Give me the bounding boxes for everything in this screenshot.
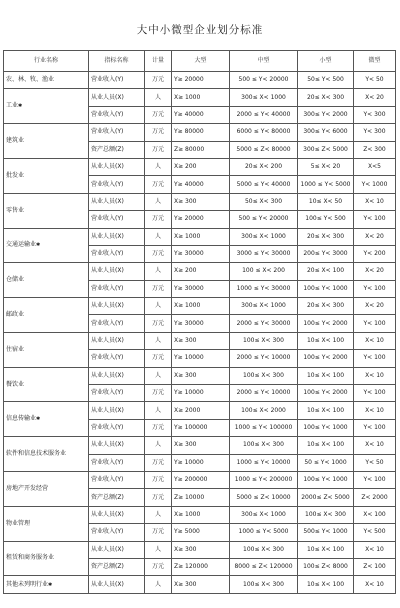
small-threshold-cell: 10≤ X< 100 xyxy=(298,541,354,558)
medium-threshold-cell: 100≤ X< 300 xyxy=(230,437,298,454)
unit-cell: 万元 xyxy=(145,385,172,402)
metric-cell: 从业人员(X) xyxy=(89,228,145,245)
medium-threshold-cell: 5000 ≤ Z< 80000 xyxy=(230,141,298,158)
header-small: 小型 xyxy=(298,51,354,72)
medium-threshold-cell: 100≤ X< 2000 xyxy=(230,402,298,419)
small-threshold-cell: 100≤ Y< 1000 xyxy=(298,419,354,436)
industry-name-cell xyxy=(4,158,89,193)
large-threshold-cell: X≥ 200 xyxy=(172,158,230,175)
metric-cell: 从业人员(X) xyxy=(89,541,145,558)
small-threshold-cell: 300≤ Y< 2000 xyxy=(298,106,354,123)
micro-threshold-cell: Y< 100 xyxy=(354,350,396,367)
small-threshold-cell: 10≤ X< 100 xyxy=(298,367,354,384)
large-threshold-cell: X≥ 1000 xyxy=(172,298,230,315)
table-row xyxy=(4,437,396,454)
table-row xyxy=(4,89,396,106)
industry-name-cell xyxy=(4,228,89,263)
unit-cell: 人 xyxy=(145,298,172,315)
table-row xyxy=(4,367,396,384)
footnote-star-icon: ✱ xyxy=(18,103,23,110)
table-row xyxy=(4,402,396,419)
metric-cell: 从业人员(X) xyxy=(89,367,145,384)
industry-name-cell xyxy=(4,576,89,593)
small-threshold-cell: 2000≤ Z< 5000 xyxy=(298,489,354,506)
large-threshold-cell: Y≥ 80000 xyxy=(172,124,230,141)
footnote-star-icon: ✱ xyxy=(36,416,41,423)
header-unit: 计量 xyxy=(145,51,172,72)
unit-cell: 万元 xyxy=(145,211,172,228)
medium-threshold-cell: 1000 ≤ Y< 30000 xyxy=(230,280,298,297)
unit-cell: 万元 xyxy=(145,454,172,471)
metric-cell: 从业人员(X) xyxy=(89,298,145,315)
medium-threshold-cell: 100≤ X< 300 xyxy=(230,367,298,384)
industry-name: 批发业 xyxy=(6,171,25,179)
micro-threshold-cell: X< 10 xyxy=(354,541,396,558)
industry-name-cell xyxy=(4,506,89,541)
industry-name-cell xyxy=(4,298,89,333)
small-threshold-cell: 20≤ X< 300 xyxy=(298,298,354,315)
unit-cell: 人 xyxy=(145,506,172,523)
industry-name-cell xyxy=(4,124,89,159)
industry-name: 零售业 xyxy=(6,206,25,214)
metric-cell: 从业人员(X) xyxy=(89,89,145,106)
medium-threshold-cell: 6000 ≤ Y< 80000 xyxy=(230,124,298,141)
unit-cell: 人 xyxy=(145,332,172,349)
unit-cell: 万元 xyxy=(145,558,172,575)
large-threshold-cell: X≥ 1000 xyxy=(172,506,230,523)
small-threshold-cell: 500≤ Y< 1000 xyxy=(298,524,354,541)
micro-threshold-cell: X< 10 xyxy=(354,576,396,593)
table-row xyxy=(4,72,396,89)
medium-threshold-cell: 1000 ≤ Y< 100000 xyxy=(230,419,298,436)
metric-cell: 营业收入(Y) xyxy=(89,524,145,541)
metric-cell: 营业收入(Y) xyxy=(89,211,145,228)
medium-threshold-cell: 8000 ≤ Z< 120000 xyxy=(230,558,298,575)
metric-cell: 从业人员(X) xyxy=(89,402,145,419)
metric-cell: 资产总额(Z) xyxy=(89,141,145,158)
industry-name-cell xyxy=(4,332,89,367)
industry-name: 邮政业 xyxy=(6,310,25,318)
table-row xyxy=(4,541,396,558)
large-threshold-cell: Y≥ 40000 xyxy=(172,176,230,193)
industry-name: 信息传输业 xyxy=(6,415,37,423)
small-threshold-cell: 100≤ Y< 2000 xyxy=(298,350,354,367)
micro-threshold-cell: X< 100 xyxy=(354,506,396,523)
small-threshold-cell: 20≤ X< 300 xyxy=(298,228,354,245)
header-metric: 指标名称 xyxy=(89,51,145,72)
table-header-row xyxy=(4,51,396,72)
medium-threshold-cell: 1000 ≤ Y< 10000 xyxy=(230,454,298,471)
large-threshold-cell: X≥ 1000 xyxy=(172,89,230,106)
unit-cell: 人 xyxy=(145,158,172,175)
header-industry: 行业名称 xyxy=(4,51,89,72)
unit-cell: 万元 xyxy=(145,419,172,436)
industry-name-cell xyxy=(4,471,89,506)
micro-threshold-cell: Y< 100 xyxy=(354,385,396,402)
unit-cell: 万元 xyxy=(145,72,172,89)
small-threshold-cell: 10≤ X< 100 xyxy=(298,437,354,454)
table-row xyxy=(4,263,396,280)
small-threshold-cell: 5≤ X< 20 xyxy=(298,158,354,175)
medium-threshold-cell: 20≤ X< 200 xyxy=(230,158,298,175)
medium-threshold-cell: 3000 ≤ Y< 30000 xyxy=(230,245,298,262)
large-threshold-cell: X≥ 300 xyxy=(172,332,230,349)
industry-name-cell xyxy=(4,193,89,228)
medium-threshold-cell: 100≤ X< 300 xyxy=(230,332,298,349)
industry-name: 房地产开发经营 xyxy=(6,484,49,492)
unit-cell: 人 xyxy=(145,367,172,384)
table-row xyxy=(4,471,396,488)
medium-threshold-cell: 500 ≤ Y< 20000 xyxy=(230,72,298,89)
industry-name: 餐饮业 xyxy=(6,380,25,388)
micro-threshold-cell: Y< 500 xyxy=(354,524,396,541)
metric-cell: 从业人员(X) xyxy=(89,437,145,454)
metric-cell: 从业人员(X) xyxy=(89,506,145,523)
small-threshold-cell: 20≤ X< 300 xyxy=(298,89,354,106)
medium-threshold-cell: 2000 ≤ Y< 10000 xyxy=(230,350,298,367)
micro-threshold-cell: Z< 300 xyxy=(354,141,396,158)
metric-cell: 营业收入(Y) xyxy=(89,315,145,332)
table-row xyxy=(4,332,396,349)
unit-cell: 万元 xyxy=(145,124,172,141)
metric-cell: 营业收入(Y) xyxy=(89,245,145,262)
industry-name: 仓储业 xyxy=(6,276,25,284)
industry-name: 租赁和商务服务业 xyxy=(6,554,55,562)
large-threshold-cell: X≥ 300 xyxy=(172,541,230,558)
unit-cell: 人 xyxy=(145,193,172,210)
table-row xyxy=(4,576,396,593)
micro-threshold-cell: Y< 200 xyxy=(354,245,396,262)
industry-name-cell xyxy=(4,437,89,472)
micro-threshold-cell: X< 10 xyxy=(354,402,396,419)
industry-name-cell xyxy=(4,89,89,124)
unit-cell: 人 xyxy=(145,228,172,245)
micro-threshold-cell: Y< 100 xyxy=(354,471,396,488)
unit-cell: 万元 xyxy=(145,315,172,332)
micro-threshold-cell: X< 20 xyxy=(354,298,396,315)
small-threshold-cell: 10≤ X< 100 xyxy=(298,332,354,349)
page-title: 大中小微型企业划分标准 xyxy=(136,24,264,36)
large-threshold-cell: Y≥ 200000 xyxy=(172,471,230,488)
micro-threshold-cell: Y< 100 xyxy=(354,419,396,436)
metric-cell: 营业收入(Y) xyxy=(89,280,145,297)
large-threshold-cell: Y≥ 20000 xyxy=(172,211,230,228)
metric-cell: 营业收入(Y) xyxy=(89,350,145,367)
industry-name: 建筑业 xyxy=(6,137,25,145)
industry-name: 交通运输业 xyxy=(6,241,37,249)
unit-cell: 万元 xyxy=(145,280,172,297)
large-threshold-cell: Z≥ 120000 xyxy=(172,558,230,575)
medium-threshold-cell: 50≤ X< 300 xyxy=(230,193,298,210)
small-threshold-cell: 300≤ Y< 6000 xyxy=(298,124,354,141)
medium-threshold-cell: 2000 ≤ Y< 10000 xyxy=(230,385,298,402)
small-threshold-cell: 50≤ Y< 500 xyxy=(298,72,354,89)
large-threshold-cell: Z≥ 10000 xyxy=(172,489,230,506)
micro-threshold-cell: X< 10 xyxy=(354,193,396,210)
unit-cell: 万元 xyxy=(145,245,172,262)
large-threshold-cell: Y≥ 100000 xyxy=(172,419,230,436)
industry-name: 物业管理 xyxy=(6,519,31,527)
small-threshold-cell: 100≤ Y< 1000 xyxy=(298,471,354,488)
micro-threshold-cell: X< 20 xyxy=(354,263,396,280)
micro-threshold-cell: X< 20 xyxy=(354,89,396,106)
unit-cell: 万元 xyxy=(145,106,172,123)
industry-name-cell xyxy=(4,402,89,437)
micro-threshold-cell: Y< 100 xyxy=(354,211,396,228)
small-threshold-cell: 10≤ X< 50 xyxy=(298,193,354,210)
metric-cell: 营业收入(Y) xyxy=(89,106,145,123)
metric-cell: 营业收入(Y) xyxy=(89,124,145,141)
small-threshold-cell: 10≤ X< 100 xyxy=(298,402,354,419)
table-row xyxy=(4,298,396,315)
header-medium: 中型 xyxy=(230,51,298,72)
industry-name: 其他未列明行业 xyxy=(6,580,49,588)
industry-name-cell xyxy=(4,72,89,89)
small-threshold-cell: 100≤ Y< 1000 xyxy=(298,280,354,297)
table-row xyxy=(4,124,396,141)
large-threshold-cell: Y≥ 40000 xyxy=(172,106,230,123)
micro-threshold-cell: X< 10 xyxy=(354,332,396,349)
large-threshold-cell: Y≥ 30000 xyxy=(172,315,230,332)
industry-name: 农、林、牧、渔业 xyxy=(6,76,55,84)
classification-table xyxy=(3,50,396,594)
small-threshold-cell: 100≤ X< 300 xyxy=(298,506,354,523)
small-threshold-cell: 100≤ Y< 2000 xyxy=(298,315,354,332)
small-threshold-cell: 100≤ Y< 500 xyxy=(298,211,354,228)
micro-threshold-cell: Y< 50 xyxy=(354,72,396,89)
small-threshold-cell: 1000 ≤ Y< 5000 xyxy=(298,176,354,193)
metric-cell: 营业收入(Y) xyxy=(89,471,145,488)
unit-cell: 人 xyxy=(145,89,172,106)
medium-threshold-cell: 300≤ X< 1000 xyxy=(230,89,298,106)
industry-name: 住宿业 xyxy=(6,345,25,353)
large-threshold-cell: Y≥ 10000 xyxy=(172,350,230,367)
medium-threshold-cell: 300≤ X< 1000 xyxy=(230,298,298,315)
medium-threshold-cell: 500 ≤ Y< 20000 xyxy=(230,211,298,228)
metric-cell: 从业人员(X) xyxy=(89,576,145,593)
small-threshold-cell: 300≤ Z< 5000 xyxy=(298,141,354,158)
large-threshold-cell: Y≥ 10000 xyxy=(172,385,230,402)
unit-cell: 万元 xyxy=(145,141,172,158)
micro-threshold-cell: X<5 xyxy=(354,158,396,175)
unit-cell: 人 xyxy=(145,263,172,280)
industry-name-cell xyxy=(4,367,89,402)
metric-cell: 从业人员(X) xyxy=(89,332,145,349)
metric-cell: 营业收入(Y) xyxy=(89,419,145,436)
unit-cell: 万元 xyxy=(145,489,172,506)
table-row xyxy=(4,506,396,523)
metric-cell: 营业收入(Y) xyxy=(89,72,145,89)
industry-name-cell xyxy=(4,263,89,298)
micro-threshold-cell: Y< 100 xyxy=(354,280,396,297)
large-threshold-cell: X≥ 300 xyxy=(172,576,230,593)
footnote-star-icon: ✱ xyxy=(48,581,53,588)
table-row xyxy=(4,193,396,210)
unit-cell: 万元 xyxy=(145,471,172,488)
large-threshold-cell: X≥ 300 xyxy=(172,367,230,384)
medium-threshold-cell: 1000 ≤ Y< 5000 xyxy=(230,524,298,541)
table-row xyxy=(4,158,396,175)
micro-threshold-cell: Y< 50 xyxy=(354,454,396,471)
large-threshold-cell: X≥ 2000 xyxy=(172,402,230,419)
micro-threshold-cell: Y< 300 xyxy=(354,124,396,141)
table-body xyxy=(4,72,396,594)
micro-threshold-cell: Y< 100 xyxy=(354,315,396,332)
large-threshold-cell: X≥ 300 xyxy=(172,193,230,210)
header-micro: 微型 xyxy=(354,51,396,72)
metric-cell: 从业人员(X) xyxy=(89,263,145,280)
medium-threshold-cell: 2000 ≤ Y< 30000 xyxy=(230,315,298,332)
medium-threshold-cell: 300≤ X< 1000 xyxy=(230,506,298,523)
metric-cell: 资产总额(Z) xyxy=(89,489,145,506)
medium-threshold-cell: 100 ≤ X< 200 xyxy=(230,263,298,280)
unit-cell: 万元 xyxy=(145,176,172,193)
small-threshold-cell: 100≤ Z< 8000 xyxy=(298,558,354,575)
metric-cell: 资产总额(Z) xyxy=(89,558,145,575)
unit-cell: 人 xyxy=(145,541,172,558)
footnote-star-icon: ✱ xyxy=(36,242,41,249)
medium-threshold-cell: 5000 ≤ Z< 10000 xyxy=(230,489,298,506)
medium-threshold-cell: 300≤ X< 1000 xyxy=(230,228,298,245)
micro-threshold-cell: X< 10 xyxy=(354,437,396,454)
metric-cell: 营业收入(Y) xyxy=(89,176,145,193)
metric-cell: 营业收入(Y) xyxy=(89,454,145,471)
industry-name: 工业 xyxy=(6,102,19,110)
medium-threshold-cell: 5000 ≤ Y< 40000 xyxy=(230,176,298,193)
large-threshold-cell: X≥ 1000 xyxy=(172,228,230,245)
medium-threshold-cell: 1000 ≤ Y< 200000 xyxy=(230,471,298,488)
large-threshold-cell: Y≥ 30000 xyxy=(172,280,230,297)
medium-threshold-cell: 2000 ≤ Y< 40000 xyxy=(230,106,298,123)
micro-threshold-cell: Y< 1000 xyxy=(354,176,396,193)
table-row xyxy=(4,228,396,245)
large-threshold-cell: Y≥ 30000 xyxy=(172,245,230,262)
unit-cell: 万元 xyxy=(145,350,172,367)
micro-threshold-cell: X< 20 xyxy=(354,228,396,245)
micro-threshold-cell: X< 10 xyxy=(354,367,396,384)
industry-name-cell xyxy=(4,541,89,576)
medium-threshold-cell: 100≤ X< 300 xyxy=(230,541,298,558)
large-threshold-cell: Y≥ 5000 xyxy=(172,524,230,541)
metric-cell: 从业人员(X) xyxy=(89,193,145,210)
small-threshold-cell: 10≤ X< 100 xyxy=(298,576,354,593)
unit-cell: 人 xyxy=(145,437,172,454)
small-threshold-cell: 20≤ X< 100 xyxy=(298,263,354,280)
micro-threshold-cell: Z< 100 xyxy=(354,558,396,575)
metric-cell: 从业人员(X) xyxy=(89,158,145,175)
unit-cell: 人 xyxy=(145,402,172,419)
micro-threshold-cell: Z< 2000 xyxy=(354,489,396,506)
small-threshold-cell: 50 ≤ Y< 1000 xyxy=(298,454,354,471)
industry-name: 软件和信息技术服务业 xyxy=(6,450,67,458)
unit-cell: 万元 xyxy=(145,524,172,541)
medium-threshold-cell: 100≤ X< 300 xyxy=(230,576,298,593)
small-threshold-cell: 200≤ Y< 3000 xyxy=(298,245,354,262)
micro-threshold-cell: Y< 300 xyxy=(354,106,396,123)
metric-cell: 营业收入(Y) xyxy=(89,385,145,402)
large-threshold-cell: Z≥ 80000 xyxy=(172,141,230,158)
large-threshold-cell: X≥ 200 xyxy=(172,263,230,280)
large-threshold-cell: X≥ 300 xyxy=(172,437,230,454)
header-large: 大型 xyxy=(172,51,230,72)
large-threshold-cell: Y≥ 10000 xyxy=(172,454,230,471)
unit-cell: 人 xyxy=(145,576,172,593)
small-threshold-cell: 100≤ Y< 2000 xyxy=(298,385,354,402)
large-threshold-cell: Y≥ 20000 xyxy=(172,72,230,89)
